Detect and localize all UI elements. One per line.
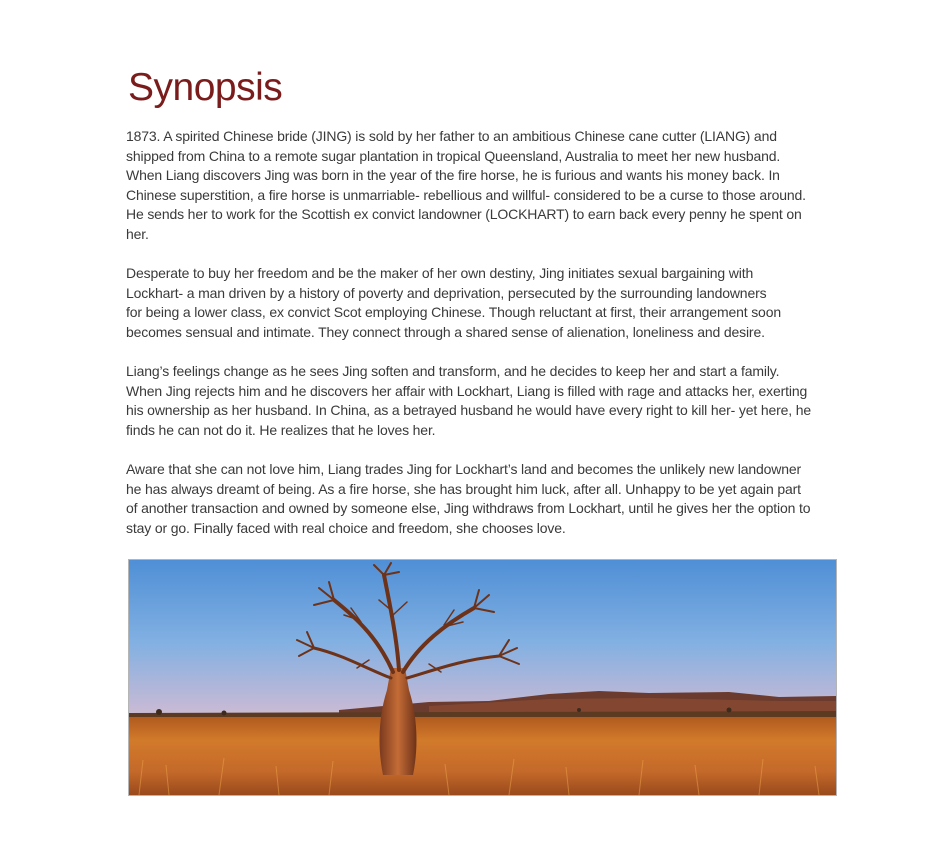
paragraph-line: shipped from China to a remote sugar plantation in tropical Queensland, Australia to meet her new husband.: [126, 147, 781, 164]
synopsis-paragraph-2: [126, 264, 866, 342]
synopsis-paragraph-3: [126, 362, 866, 440]
paragraph-line: 1873. A spirited Chinese bride (JING) is sold by her father to an ambitious Chinese cane cutter (LIANG) and: [126, 128, 777, 144]
paragraph-line: he has always dreamt of being. As a fire horse, she has brought him luck, after all. Unhappy to be yet again part: [126, 480, 801, 497]
paragraph-line: Aware that she can not love him, Liang trades Jing for Lockhart’s land and becomes the unlikely new landowner: [126, 461, 801, 478]
synopsis-paragraph-4: [126, 460, 866, 538]
paragraph-line: his ownership as her husband. In China, as a betrayed husband he would have every right to kill her- yet here, he: [126, 402, 812, 419]
paragraph-line: of another transaction and owned by someone else, Jing withdraws from Lockhart, until he gives her the option to: [126, 500, 811, 517]
paragraph-line: stay or go. Finally faced with real choice and freedom, she chooses love.: [126, 519, 566, 536]
paragraph-line: Lockhart- a man driven by a history of poverty and deprivation, persecuted by the surrounding landowners: [126, 284, 767, 301]
synopsis-paragraph-1: [126, 127, 866, 245]
paragraph-spacer: [126, 441, 866, 461]
paragraph-line: for being a lower class, ex convict Scot employing Chinese. Though reluctant at first, their arrangement soon: [126, 304, 781, 321]
paragraph-line: her.: [126, 225, 149, 242]
boab-tree-sunset-image: [129, 560, 836, 795]
page-title: Synopsis: [128, 66, 283, 109]
paragraph-line: When Jing rejects him and he discovers her affair with Lockhart, Liang is filled with rage and attacks her, exerting: [126, 382, 808, 399]
outback-landscape-photo: [128, 559, 837, 796]
paragraph-line: becomes sensual and intimate. They connect through a shared sense of alienation, loneliness and desire.: [126, 323, 765, 340]
paragraph-line: finds he can not do it. He realizes that he loves her.: [126, 421, 436, 438]
paragraph-line: When Liang discovers Jing was born in the year of the fire horse, he is furious and wants his money back. In: [126, 167, 780, 184]
paragraph-line: Chinese superstition, a fire horse is unmarriable- rebellious and willful- considered to be a curse to those around.: [126, 186, 806, 203]
synopsis-body: [126, 127, 866, 538]
paragraph-line: He sends her to work for the Scottish ex convict landowner (LOCKHART) to earn back every penny he spent on: [126, 206, 802, 223]
paragraph-spacer: [126, 343, 866, 363]
paragraph-line: Liang’s feelings change as he sees Jing soften and transform, and he decides to keep her and start a family.: [126, 363, 780, 380]
paragraph-line: Desperate to buy her freedom and be the maker of her own destiny, Jing initiates sexual bargaining with: [126, 265, 754, 282]
paragraph-spacer: [126, 245, 866, 265]
